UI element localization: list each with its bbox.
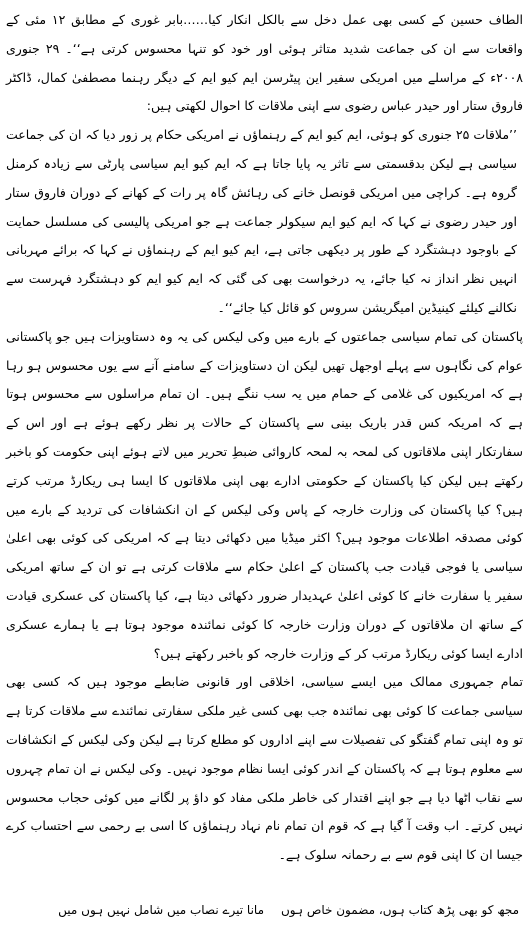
article-paragraph-quote: ’’ملاقات ۲۵ جنوری کو ہوئی، ایم کیو ایم کے رہنماؤں نے امریکی حکام پر زور دیا کہ ان کی جماعت سیاسی ہے لیکن بدقسمتی سے تاثر یہ پایا جاتا ہے کہ ایم کیو ایم سیاسی پارٹی سے زیادہ کرمنل گروہ ہے۔ کراچی میں امریکی قونصل خانے کی رہائش گاہ پر رات کے کھانے کے دوران فاروق ستار اور حیدر رضوی نے کہا کہ ایم کیو ایم سیکولر جماعت ہے جو امریکی پالیسی کی مسلسل حمایت کے باوجود دہشتگرد کے طور پر دیکھی جاتی ہے، ایم کیو ایم کے رہنماؤں نے کہا کہ برائے مہربانی انہیں نظر انداز نہ کیا جائے، یہ درخواست بھی کی گئی کہ ایم کیو ایم کو دہشتگرد فہرست سے نکالنے کیلئے کینیڈین امیگریشن سروس کو قائل کیا جائے‘‘۔ (6, 127, 517, 315)
couplet-verse-first: مجھ کو بھی پڑھ کتاب ہوں، مضمون خاص ہوں (280, 903, 519, 917)
closing-couplet (0, 898, 529, 932)
article-paragraph-analysis: پاکستان کی تمام سیاسی جماعتوں کے بارے میں وکی لیکس کی یہ وہ دستاویزات ہیں جو پاکستانی عوام کی نگاہوں سے پہلے اوجھل تھیں لیکن ان دستاویزات کے سامنے آنے سے یوں محسوس ہو رہا ہے کہ امریکیوں کی غلامی کے حمام میں یہ سب ننگے ہیں۔ ان تمام مراسلوں سے محسوس ہوتا ہے کہ امریکہ کس قدر باریک بینی سے پاکستان کے حالات پر نظر رکھے ہوئے ہے اور اس کے سفارتکار اپنی ملاقاتوں کی لمحہ بہ لمحہ کاروائی ضبطِ تحریر میں لاتے ہوئے اپنی حکومت کو باخبر رکھتے ہیں لیکن کیا پاکستان کے حکومتی ادارے بھی اپنی ملاقاتوں کا ایسا ہی ریکارڈ مرتب کرتے ہیں؟ کیا پاکستان کی وزارت خارجہ کے پاس وکی لیکس کے ان انکشافات کی تردید کے بارے میں کوئی مصدقہ اطلاعات موجود ہیں؟ اکثر میڈیا میں دکھائی دیتا ہے کہ امریکی کی کوئی بھی اعلیٰ سیاسی یا فوجی قیادت جب پاکستان کے اعلیٰ حکام سے ملاقات کرتی ہے تو ان کے ساتھ امریکی سفیر یا سفارت خانے کا کوئی اعلیٰ عہدیدار ضرور دکھائی دیتا ہے، کیا پاکستان کی عسکری قیادت کے ساتھ ان ملاقاتوں کے دوران وزارت خارجہ کا کوئی نمائندہ موجود ہوتا ہے یا ہمارے عسکری ادارے ایسا کوئی ریکارڈ مرتب کر کے وزارت خارجہ کو باخبر رکھتے ہیں؟ (6, 328, 523, 661)
article-paragraph-intro: الطاف حسین کے کسی بھی عمل دخل سے بالکل انکار کیا……بابر غوری کے مطابق ۱۲ مئی کے واقعات سے ان کی جماعت شدید متاثر ہوئی اور خود کو تنہا محسوس کرتی ہے‘‘۔ ۲۹ جنوری ۲۰۰۸ء کے مراسلے میں امریکی سفیر این پیٹرسن ایم کیو ایم کے دیگر رہنما مصطفیٰ کمال، ڈاکٹر فاروق ستار اور حیدر عباس رضوی سے اپنی ملاقات کا احوال لکھتی ہیں: (6, 12, 524, 114)
couplet-verse-second: مانا تیرے نصاب میں شامل نہیں ہوں میں (58, 903, 264, 917)
article-paragraph-conclusion: تمام جمہوری ممالک میں ایسے سیاسی، اخلاقی اور قانونی ضابطے موجود ہیں کہ کسی بھی سیاسی جماعت کا کوئی بھی نمائندہ جب بھی کسی غیر ملکی سفارتی نمائندے سے ملاقات کرتا ہے تو وہ اپنی تمام گفتگو کی تفصیلات سے اپنے اداروں کو مطلع کرتا ہے لیکن وکی لیکس کے انکشافات سے معلوم ہوتا ہے کہ پاکستان کے اندر کوئی ایسا نظام موجود نہیں۔ وکی لیکس نے ان تمام چہروں سے نقاب اٹھا دیا ہے جو اپنے اقتدار کی خاطر ملکی مفاد کو داؤ پر لگانے میں کوئی حجاب محسوس نہیں کرتے۔ اب وقت آ گیا ہے کہ قوم ان تمام نام نہاد رہنماؤں کا اسی بے رحمی سے احتساب کرے جیسا ان کا اپنی قوم سے بے رحمانہ سلوک ہے۔ (6, 674, 523, 863)
